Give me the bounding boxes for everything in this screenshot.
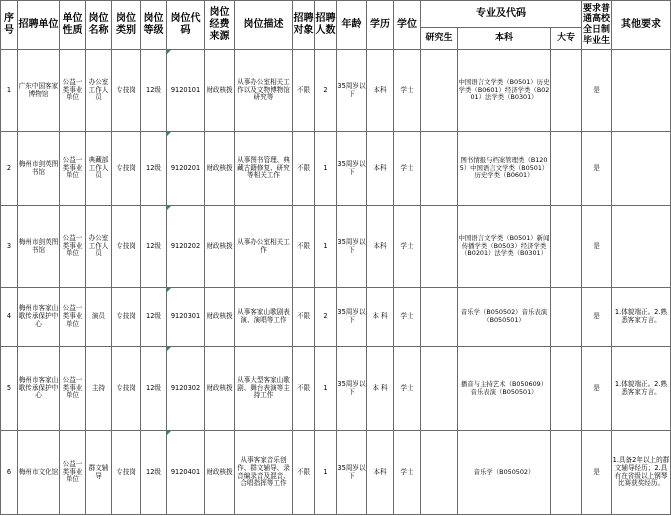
cell-degree: 学士 [394, 347, 421, 431]
cell-description: 从事办公室相关工作 [235, 206, 293, 288]
cell-post-name: 典藏部工作人员 [86, 132, 112, 206]
cell-college [551, 50, 582, 132]
cell-post-level: 12级 [141, 347, 167, 431]
header-post-level: 岗位等级 [141, 1, 167, 50]
cell-seq: 6 [1, 431, 18, 515]
header-other: 其他要求 [612, 1, 671, 50]
cell-post-type: 专技岗 [112, 206, 141, 288]
cell-college [551, 288, 582, 347]
cell-undergraduate: 音乐学（B050502） [458, 431, 551, 515]
cell-college [551, 431, 582, 515]
cell-post-code: 9120302 [167, 347, 205, 431]
cell-degree: 学士 [394, 132, 421, 206]
cell-post-name: 办公室工作人员 [86, 206, 112, 288]
cell-education: 本科 [367, 50, 394, 132]
cell-description: 从事图书管理、典藏古籍修复、研究等相关工作 [235, 132, 293, 206]
cell-post-name: 办公室工作人员 [86, 50, 112, 132]
cell-other: 1.具备2年以上的群文辅导经历；2.具有在省级以上钢琴比赛获奖经历。 [612, 431, 671, 515]
cell-description: 从事办公室相关工作以及文物博物馆研究等 [235, 50, 293, 132]
cell-employer: 梅州市客家山歌传承保护中心 [18, 288, 60, 347]
cell-seq: 5 [1, 347, 18, 431]
cell-employer: 梅州市文化馆 [18, 431, 60, 515]
cell-education: 本 科 [367, 288, 394, 347]
header-degree: 学位 [394, 1, 421, 50]
cell-undergraduate: 音乐学（B050502）音乐表演（B050501） [458, 288, 551, 347]
cell-post-code: 9120401 [167, 431, 205, 515]
header-count: 招聘人数 [315, 1, 337, 50]
cell-post-level: 12级 [141, 288, 167, 347]
cell-education: 本 科 [367, 347, 394, 431]
cell-seq: 3 [1, 206, 18, 288]
cell-post-name: 演员 [86, 288, 112, 347]
cell-other [612, 132, 671, 206]
table-row [1, 288, 671, 347]
cell-seq: 2 [1, 132, 18, 206]
cell-post-level: 12级 [141, 431, 167, 515]
cell-post-level: 12级 [141, 206, 167, 288]
cell-seq: 1 [1, 50, 18, 132]
cell-count: 1 [315, 206, 337, 288]
cell-post-level: 12级 [141, 50, 167, 132]
cell-target: 不限 [293, 50, 315, 132]
cell-post-level: 12级 [141, 132, 167, 206]
cell-post-type: 专技岗 [112, 132, 141, 206]
cell-target: 不限 [293, 288, 315, 347]
cell-age: 35周岁以下 [337, 50, 367, 132]
cell-target: 不限 [293, 206, 315, 288]
cell-count: 2 [315, 288, 337, 347]
table-row [1, 132, 671, 206]
cell-target: 不限 [293, 132, 315, 206]
cell-target: 不限 [293, 347, 315, 431]
header-education: 学历 [367, 1, 394, 50]
header-college: 大专 [551, 28, 582, 50]
cell-degree: 学士 [394, 288, 421, 347]
cell-degree: 学士 [394, 50, 421, 132]
cell-fulltime: 是 [582, 288, 612, 347]
cell-fulltime: 是 [582, 206, 612, 288]
cell-education: 本科 [367, 431, 394, 515]
header-post-code: 岗位代码 [167, 1, 205, 50]
header-seq: 序号 [1, 1, 18, 50]
cell-employer: 梅州市剑英图书馆 [18, 132, 60, 206]
table-row [1, 50, 671, 132]
cell-undergraduate: 播音与主持艺术（B050609）音乐表演（B050501） [458, 347, 551, 431]
cell-fulltime: 是 [582, 50, 612, 132]
cell-age: 35周岁以下 [337, 132, 367, 206]
cell-education: 本科 [367, 206, 394, 288]
cell-college [551, 206, 582, 288]
cell-post-code: 9120202 [167, 206, 205, 288]
header-major-group: 专业及代码 [421, 1, 582, 28]
cell-other: 1.体貌端正。2.熟悉客家方言。 [612, 288, 671, 347]
cell-other [612, 50, 671, 132]
header-funding: 岗位经费来源 [205, 1, 235, 50]
cell-unit-nature: 公益一类事业单位 [60, 132, 86, 206]
table-row [1, 206, 671, 288]
cell-graduate [421, 50, 458, 132]
cell-age: 35周岁以下 [337, 206, 367, 288]
cell-education: 本科 [367, 132, 394, 206]
cell-college [551, 347, 582, 431]
header-undergraduate: 本科 [458, 28, 551, 50]
cell-funding: 财政核拨 [205, 431, 235, 515]
cell-other [612, 206, 671, 288]
cell-graduate [421, 288, 458, 347]
cell-graduate [421, 431, 458, 515]
cell-other: 1.体貌端正。2.熟悉客家方言。 [612, 347, 671, 431]
cell-funding: 财政核拨 [205, 132, 235, 206]
cell-post-name: 群文辅导 [86, 431, 112, 515]
header-graduate: 研究生 [421, 28, 458, 50]
cell-unit-nature: 公益一类事业单位 [60, 288, 86, 347]
cell-employer: 广东中国客家博物馆 [18, 50, 60, 132]
cell-funding: 财政核拨 [205, 50, 235, 132]
cell-undergraduate: 图书情报与档案管理类（B1205）中国语言文学类（B0501）历史学类（B0601） [458, 132, 551, 206]
cell-post-type: 专技岗 [112, 347, 141, 431]
table-row [1, 431, 671, 515]
cell-age: 35周岁以下 [337, 431, 367, 515]
header-age: 年龄 [337, 1, 367, 50]
cell-funding: 财政核拨 [205, 288, 235, 347]
cell-unit-nature: 公益一类事业单位 [60, 50, 86, 132]
cell-post-code: 9120201 [167, 132, 205, 206]
header-target: 招聘对象 [293, 1, 315, 50]
cell-seq: 4 [1, 288, 18, 347]
cell-graduate [421, 347, 458, 431]
cell-post-type: 专技岗 [112, 288, 141, 347]
cell-unit-nature: 公益一类事业单位 [60, 206, 86, 288]
cell-funding: 财政核拨 [205, 347, 235, 431]
cell-age: 35周岁以下 [337, 347, 367, 431]
cell-fulltime: 是 [582, 132, 612, 206]
cell-fulltime: 是 [582, 431, 612, 515]
cell-post-code: 9120101 [167, 50, 205, 132]
table-row [1, 347, 671, 431]
cell-undergraduate: 中国语言文学类（B0501）新闻传播学类（B0503）经济学类（B0201）法学类（B0301） [458, 206, 551, 288]
cell-post-name: 主持 [86, 347, 112, 431]
cell-count: 1 [315, 132, 337, 206]
cell-description: 从事大型客家山歌剧、舞台表演等主持工作 [235, 347, 293, 431]
cell-degree: 学士 [394, 206, 421, 288]
cell-description: 从事客家山歌剧表演、演唱等工作 [235, 288, 293, 347]
cell-fulltime: 是 [582, 347, 612, 431]
header-employer: 招聘单位 [18, 1, 60, 50]
cell-post-type: 专技岗 [112, 431, 141, 515]
header-post-type: 岗位类别 [112, 1, 141, 50]
cell-degree: 学士 [394, 431, 421, 515]
cell-count: 2 [315, 50, 337, 132]
cell-count: 1 [315, 347, 337, 431]
cell-graduate [421, 132, 458, 206]
header-unit-nature: 单位性质 [60, 1, 86, 50]
cell-college [551, 132, 582, 206]
cell-employer: 梅州市客家山歌传承保护中心 [18, 347, 60, 431]
cell-post-code: 9120301 [167, 288, 205, 347]
cell-undergraduate: 中国语言文学类（B0501）历史学类（B0601）经济学类（B0201）法学类（B0301） [458, 50, 551, 132]
cell-employer: 梅州市剑英图书馆 [18, 206, 60, 288]
header-description: 岗位描述 [235, 1, 293, 50]
cell-unit-nature: 公益一类事业单位 [60, 431, 86, 515]
cell-target: 不限 [293, 431, 315, 515]
cell-age: 35周岁以下 [337, 288, 367, 347]
cell-post-type: 专技岗 [112, 50, 141, 132]
cell-funding: 财政核拨 [205, 206, 235, 288]
header-post-name: 岗位名称 [86, 1, 112, 50]
cell-graduate [421, 206, 458, 288]
cell-description: 从事客家音乐创作、群文辅导、录音编录音及混音、合唱指挥等工作 [235, 431, 293, 515]
cell-unit-nature: 公益一类事业单位 [60, 347, 86, 431]
header-fulltime: 要求普通高校全日制毕业生 [582, 1, 612, 50]
cell-count: 1 [315, 431, 337, 515]
